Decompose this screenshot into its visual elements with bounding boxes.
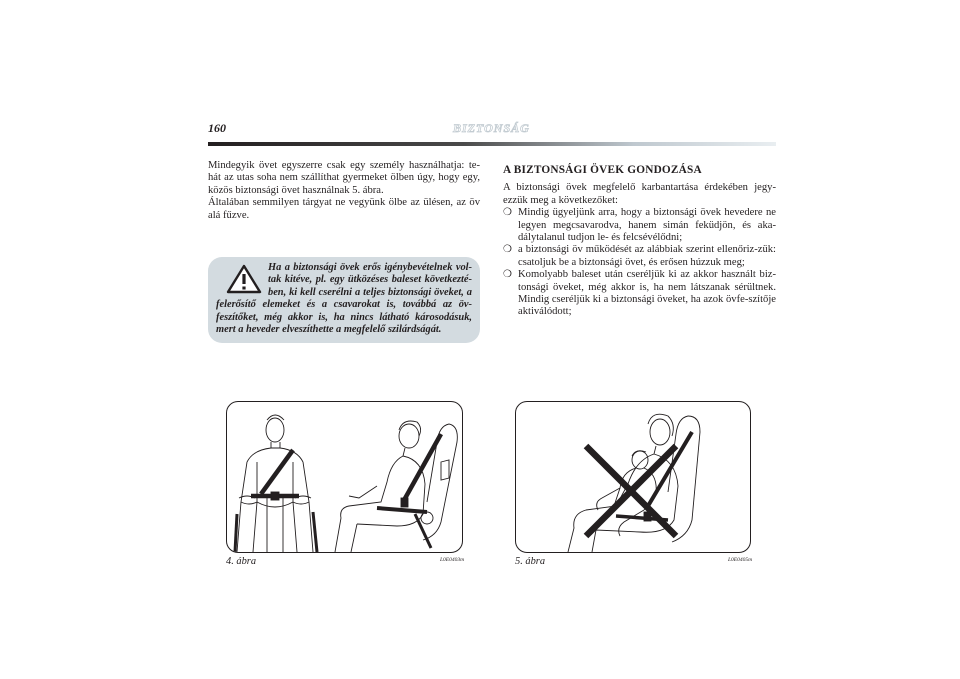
paragraph-1: Mindegyik övet egyszerre csak egy személy használhatja: te-hát az utas soha nem szállíthat gyermeket ölben úgy, hogy egy, közös biztonsági övet használnak 5. ábra.	[208, 160, 480, 196]
warning-triangle-icon	[226, 264, 262, 294]
paragraph-2: Általában semmilyen tárgyat ne vegyünk ölbe az ülésen, az öv alá fűzve.	[208, 197, 480, 221]
list-item-text: Mindig ügyeljünk arra, hogy a biztonsági övek hevedere ne legyen megcsavarodva, hanem simán feküdjön, és aka-dálytalanul tudjon le- és felcsévélődni;	[518, 207, 776, 244]
circle-bullet-icon: ❍	[503, 244, 512, 256]
page-header	[208, 121, 776, 141]
care-list	[503, 207, 776, 319]
list-item	[503, 269, 776, 319]
section-title: BIZTONSÁG	[453, 121, 530, 135]
right-column	[503, 160, 776, 319]
figure-4-caption: 4. ábra	[226, 556, 257, 567]
list-item-text: a biztonsági öv működését az alábbiak szerint ellenőriz-zük: csatoljuk be a biztonsági övet, és erősen húzzuk meg;	[518, 244, 776, 268]
left-column	[208, 160, 480, 222]
figure-4-code: L0E0403m	[440, 557, 465, 563]
page-number: 160	[208, 121, 226, 135]
circle-bullet-icon: ❍	[503, 269, 512, 281]
list-item	[503, 207, 776, 244]
header-rule	[208, 142, 776, 146]
list-item	[503, 244, 776, 269]
warning-box	[208, 257, 480, 343]
figure-5-caption: 5. ábra	[515, 556, 546, 567]
circle-bullet-icon: ❍	[503, 207, 512, 219]
figure-5-code: L0E0405m	[728, 557, 753, 563]
care-intro: A biztonsági övek megfelelő karbantartása érdekében jegy-ezzük meg a következőket:	[503, 182, 776, 206]
figure-4-seatbelt-illustration	[226, 401, 463, 553]
list-item-text: Komolyabb baleset után cseréljük ki az akkor használt biz-tonsági öveket, még akkor is, ha nem látszanak sérültnek. Mindig cseréljük ki a biztonsági öveket, ha azok övfe-szítője aktiválódott;	[518, 269, 776, 318]
care-heading: A BIZTONSÁGI ÖVEK GONDOZÁSA	[503, 164, 702, 176]
warning-text: Ha a biztonsági övek erős igénybevételnek vol-tak kitéve, pl. egy ütközéses baleset következté-ben, ki kell cserélni a teljes biztonsági öveket, a felerősítő elemeket és a csavarokat is, továbbá az öv-feszítőket, még akkor is, ha nincs látható károsodásuk, mert a heveder elveszíthette a megfelelő szilárdságát.	[216, 262, 472, 336]
figure-5-seatbelt-illustration	[515, 401, 751, 553]
